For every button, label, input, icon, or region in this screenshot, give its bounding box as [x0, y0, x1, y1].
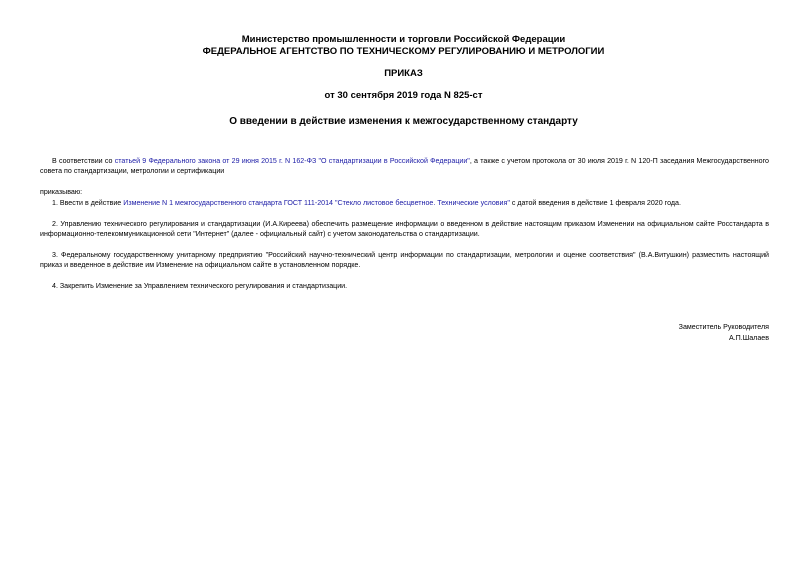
document-type: ПРИКАЗ — [384, 68, 423, 79]
item-2: 2. Управлению технического регулирования и стандартизации (И.А.Киреева) обеспечить размещение информации о введенном в действие настоящим приказом Изменении на официальном сайте Росстандарта в информационно-телекоммуникационной сети "Интернет" (далее - официальный сайт) с учетом законодательства о стандартизации. — [40, 220, 769, 238]
agency-heading: ФЕДЕРАЛЬНОЕ АГЕНТСТВО ПО ТЕХНИЧЕСКОМУ РЕГУЛИРОВАНИЮ И МЕТРОЛОГИИ — [202, 46, 605, 57]
document-title: О введении в действие изменения к межгосударственному стандарту — [229, 116, 578, 127]
item-3: 3. Федеральному государственному унитарному предприятию "Российский научно-технический центр информации по стандартизации, метрологии и оценке соответствия" (В.А.Витушкин) разместить настоящий приказ и введенное в действие им Изменение на официальном сайте в установленном порядке. — [40, 251, 769, 269]
document-date-number: от 30 сентября 2019 года N 825-ст — [324, 90, 483, 101]
item-1-text-before: 1. Ввести в действие — [52, 199, 124, 207]
federal-law-link[interactable]: статьей 9 Федерального закона от 29 июня 2015 г. N 162-ФЗ "О стандартизации в Российской Федерации" — [114, 157, 470, 165]
intro-text-after: , а также с учетом протокола от 30 июля 2019 г. N 120-П заседания Межгосударственного совета по стандартизации, метрологии и сертификации — [40, 157, 769, 175]
item-4: 4. Закрепить Изменение за Управлением технического регулирования и стандартизации. — [52, 282, 348, 290]
order-word: приказываю: — [40, 188, 83, 196]
intro-paragraph — [40, 156, 769, 176]
ministry-heading: Министерство промышленности и торговли Российской Федерации — [241, 34, 566, 45]
signatory-name: А.П.Шалаев — [728, 334, 769, 342]
signatory-position: Заместитель Руководителя — [678, 323, 769, 331]
gost-amendment-link[interactable]: Изменение N 1 межгосударственного стандарта ГОСТ 111-2014 "Стекло листовое бесцветное. Технические условия" — [123, 199, 510, 207]
item-1-text-after: с датой введения в действие 1 февраля 2020 года. — [509, 199, 681, 207]
item-1 — [40, 198, 769, 208]
intro-text-before: В соответствии со — [52, 157, 115, 165]
